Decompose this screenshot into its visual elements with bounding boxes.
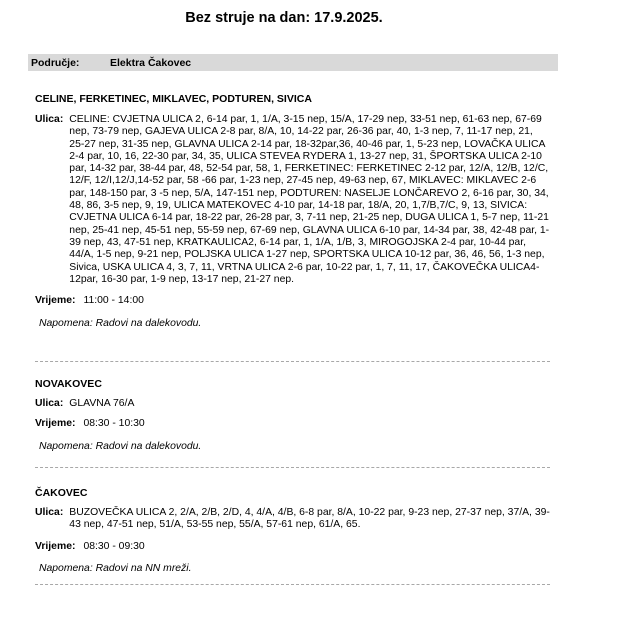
section-divider xyxy=(35,584,550,585)
time-value: 08:30 - 10:30 xyxy=(83,418,145,430)
location-title: CELINE, FERKETINEC, MIKLAVEC, PODTUREN, SIVICA xyxy=(35,93,312,105)
time-row xyxy=(35,418,550,429)
location-title: ČAKOVEC xyxy=(35,487,88,499)
area-value: Elektra Čakovec xyxy=(110,56,192,69)
street-row xyxy=(35,114,550,286)
area-label: Područje: xyxy=(31,56,80,69)
street-row xyxy=(35,398,550,410)
time-value: 11:00 - 14:00 xyxy=(83,295,144,307)
time-value: 08:30 - 09:30 xyxy=(83,540,145,552)
outage-block-2 xyxy=(35,378,550,452)
street-label: Ulica: xyxy=(35,114,64,125)
street-list: GLAVNA 76/A xyxy=(69,398,135,409)
note-text: Napomena: Radovi na NN mreži. xyxy=(39,562,192,574)
street-label: Ulica: xyxy=(35,398,64,409)
time-label: Vrijeme: xyxy=(35,295,76,307)
outage-block-1 xyxy=(35,93,550,329)
note-text: Napomena: Radovi na dalekovodu. xyxy=(39,441,202,453)
street-list: CELINE: CVJETNA ULICA 2, 6-14 par, 1, 1/A, 3-15 nep, 15/A, 17-29 nep, 33-51 nep, 61-63 nep, 67-69 nep, 73-79 nep, GAJEVA ULICA 2-8 par, 8/A, 10, 14-22 par, 26-36 par, 40, 1-3 nep, 7, 11-17 nep, 21, 25-27 nep, 31-35 nep, GLAVNA ULICA 2-14 par, 18-32par,36, 40-46 par, 1, 5-23 nep, LOVAČKA ULICA 2-4 par, 10, 16, 22-30 par, 34, 35, ULICA STEVEA RYDERA 1, 13-27 nep, 31, ŠPORTSKA ULICA 2-10 par, 14-32 par, 38-44 par, 48, 52-54 par, 58, 1, FERKETINEC: FERKETINEC 2-12 par, 12/A, 12/B, 12/C, 12/F, 12/I,12/J,14-52 par, 58 -66 par, 1-23 nep, 27-45 nep, 49-63 nep, 67, MIKLAVEC: MIKLAVEC 2-6 par, 148-150 par, 3 -5 nep, 5/A, 147-151 nep, PODTUREN: NASELJE LONČAREVO 2, 6-16 par, 30, 34, 48, 86, 3-5 nep, 9, 19, ULICA MATEKOVEC 4-10 par, 14-18 par, 18/A, 20, 1,7/B,7/C, 9, 13, SIVICA: CVJETNA ULICA 6-14 par, 18-22 par, 26-28 par, 3, 7-11 nep, 21-25 nep, DUGA ULICA 1, 5-7 nep, 11-21 nep, 25-41 nep, 45-51 nep, 55-59 nep, 67-69 nep, GLAVNA ULICA 6-10 par, 14-34 par, 38, 42-48 par, 1-39 nep, 43, 47-51 nep, KRATKAULICA2, 6-14 par, 1, 1/A, 1/B, 3, MIROGOJSKA 2-4 par, 10-44 par, 44/A, 1-5 nep, 9-21 nep, POLJSKA ULICA 1-27 nep, SPORTSKA ULICA 10-12 par, 36, 46, 56, 1-3 nep, Sivica, USKA ULICA 4, 3, 7, 11, VRTNA ULICA 2-6 par, 10-22 par, 1, 7, 11, 17, ČAKOVEČKA ULICA4-12par, 16-30 par, 1-9 nep, 13-17 nep, 21-27 nep. xyxy=(69,114,550,285)
location-title: NOVAKOVEC xyxy=(35,378,102,390)
time-label: Vrijeme: xyxy=(35,418,76,430)
street-label: Ulica: xyxy=(35,507,64,518)
street-list: BUZOVEČKA ULICA 2, 2/A, 2/B, 2/D, 4, 4/A, 4/B, 6-8 par, 8/A, 10-22 par, 9-23 nep, 27-37 nep, 37/A, 39-43 nep, 47-51 nep, 51/A, 53-55 nep, 55/A, 57-61 nep, 61/A, 65. xyxy=(69,507,550,531)
time-row xyxy=(35,541,550,552)
street-row xyxy=(35,507,550,532)
section-divider xyxy=(35,467,550,468)
time-label: Vrijeme: xyxy=(35,540,76,552)
time-row xyxy=(35,295,550,306)
note-text: Napomena: Radovi na dalekovodu. xyxy=(39,318,202,330)
page-title: Bez struje na dan: 17.9.2025. xyxy=(185,10,383,26)
area-header xyxy=(28,54,558,71)
outage-block-3 xyxy=(35,487,550,574)
section-divider xyxy=(35,361,550,362)
